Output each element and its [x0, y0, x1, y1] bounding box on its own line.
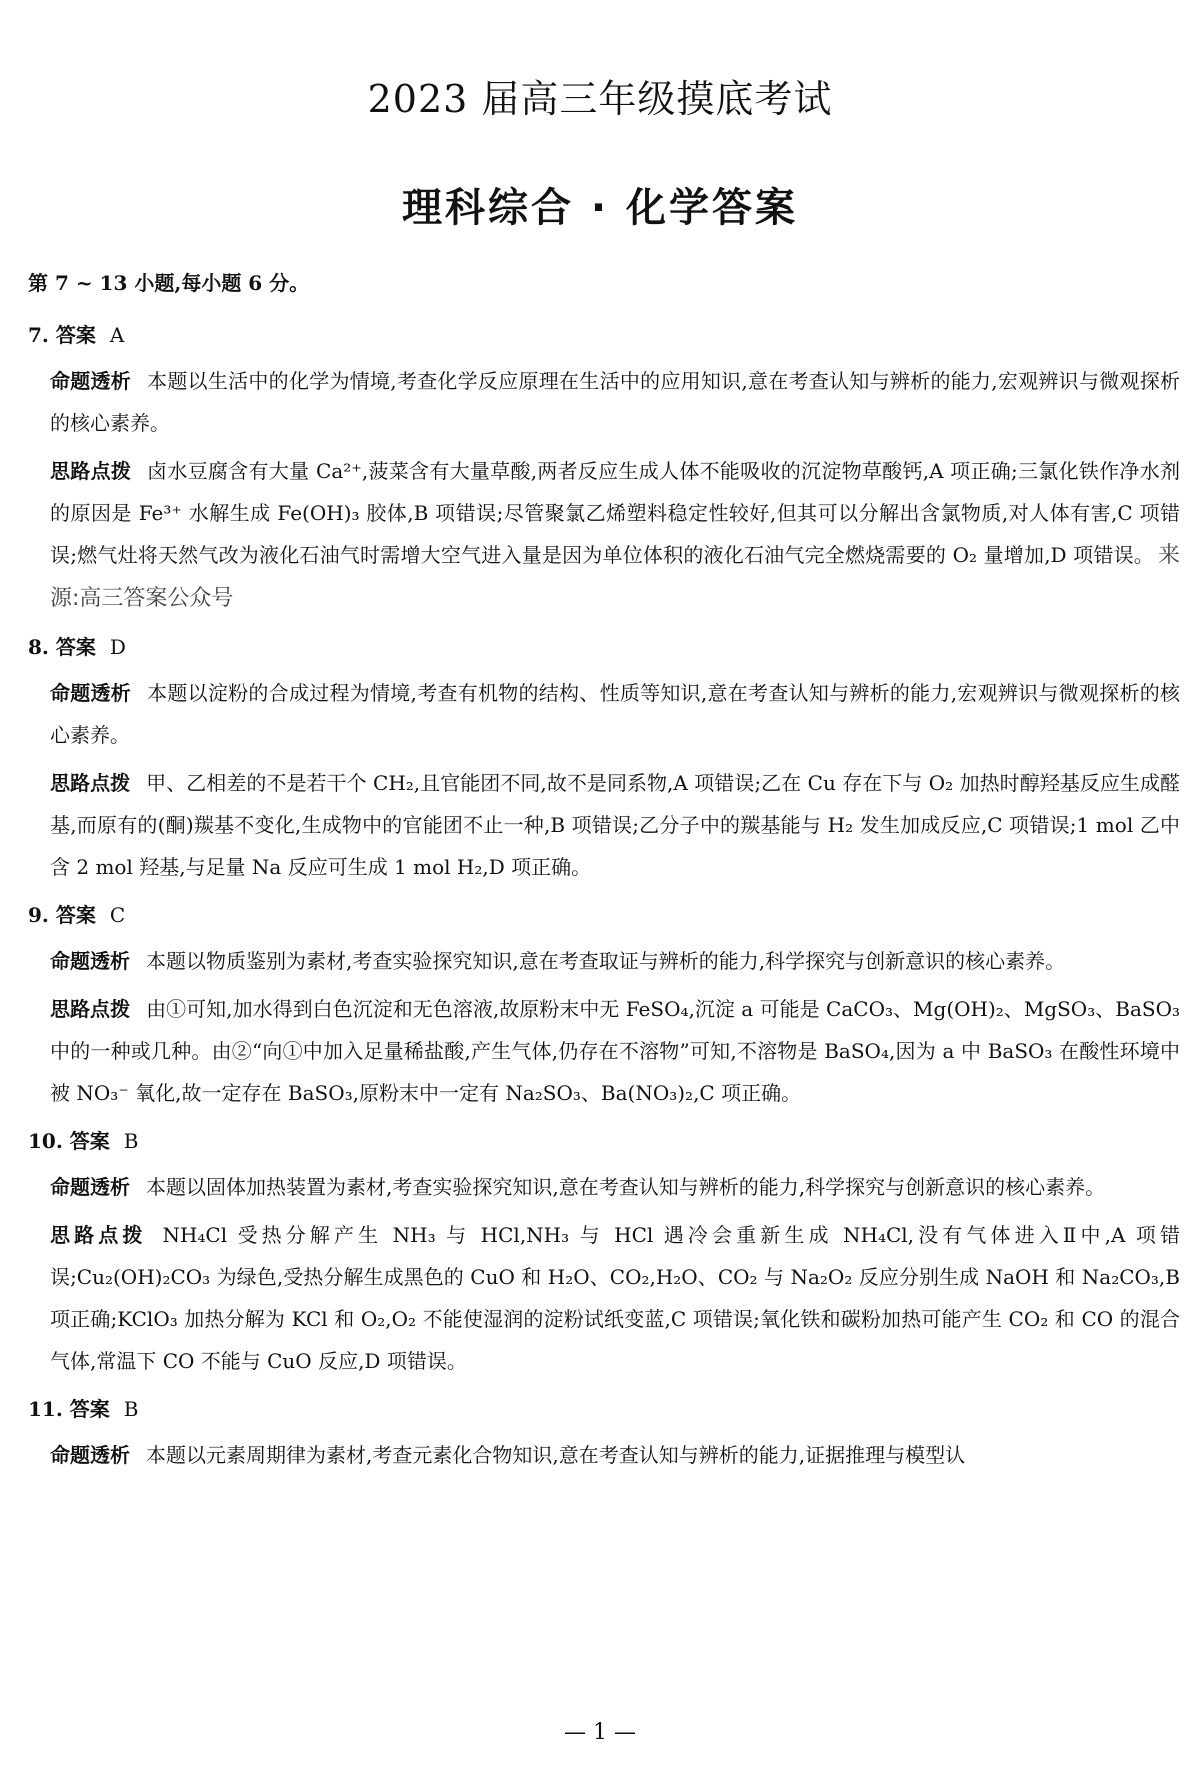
- question-11: [28, 1388, 1180, 1476]
- analysis-label: 命题透析: [50, 369, 132, 393]
- exam-title: 2023 届高三年级摸底考试: [367, 77, 833, 121]
- hint-paragraph: [50, 1214, 1180, 1382]
- hint-paragraph: [50, 450, 1180, 620]
- answer-letter: D: [109, 635, 126, 659]
- hint-label: 思路点拨: [50, 459, 132, 483]
- question-number: 7. 答案: [28, 323, 96, 347]
- analysis-label: 命题透析: [50, 949, 130, 973]
- question-header: [28, 1120, 1180, 1162]
- question-number: 11. 答案: [28, 1397, 110, 1421]
- question-number: 8. 答案: [28, 635, 96, 659]
- analysis-label: 命题透析: [50, 1175, 130, 1199]
- analysis-label: 命题透析: [50, 1443, 130, 1467]
- analysis-text: 本题以生活中的化学为情境,考查化学反应原理在生活中的应用知识,意在考查认知与辨析的能力,宏观辨识与微观探析的核心素养。: [50, 369, 1181, 435]
- question-number: 10. 答案: [28, 1129, 110, 1153]
- hint-label: 思路点拨: [50, 1223, 147, 1247]
- analysis-paragraph: [50, 940, 1180, 982]
- hint-paragraph: [50, 762, 1180, 888]
- answer-letter: B: [123, 1397, 139, 1421]
- answer-letter: C: [109, 903, 126, 927]
- analysis-paragraph: [50, 1434, 1180, 1476]
- hint-text: 由①可知,加水得到白色沉淀和无色溶液,故原粉末中无 FeSO₄,沉淀 a 可能是 CaCO₃、Mg(OH)₂、MgSO₃、BaSO₃ 中的一种或几种。由②“向①中加入足量稀盐酸,产生气体,仍存在不溶物”可知,不溶物是 BaSO₄,因为 a 中 BaSO₃ 在酸性环境中被 NO₃⁻ 氧化,故一定存在 BaSO₃,原粉末中一定有 Na₂SO₃、Ba(NO₃)₂,C 项正确。: [50, 997, 1180, 1105]
- analysis-paragraph: [50, 360, 1180, 444]
- question-header: [28, 626, 1180, 668]
- hint-label: 思路点拨: [50, 997, 131, 1021]
- analysis-paragraph: [50, 672, 1180, 756]
- question-header: [28, 894, 1180, 936]
- analysis-text: 本题以固体加热装置为素材,考查实验探究知识,意在考查认知与辨析的能力,科学探究与创新意识的核心素养。: [146, 1175, 1106, 1199]
- hint-text: 卤水豆腐含有大量 Ca²⁺,菠菜含有大量草酸,两者反应生成人体不能吸收的沉淀物草酸钙,A 项正确;三氯化铁作净水剂的原因是 Fe³⁺ 水解生成 Fe(OH)₃ 胶体,B 项错误;尽管聚氯乙烯塑料稳定性较好,但其可以分解出含氯物质,对人体有害,C 项错误;燃气灶将天然气改为液化石油气时需增大空气进入量是因为单位体积的液化石油气完全燃烧需要的 O₂ 量增加,D 项错误。: [50, 459, 1181, 567]
- page-number: — 1 —: [564, 1720, 636, 1745]
- hint-label: 思路点拨: [50, 771, 131, 795]
- answer-letter: A: [109, 323, 125, 347]
- analysis-text: 本题以淀粉的合成过程为情境,考查有机物的结构、性质等知识,意在考查认知与辨析的能力,宏观辨识与微观探析的核心素养。: [50, 681, 1181, 747]
- question-10: [28, 1120, 1180, 1382]
- answer-content: [28, 262, 1180, 1482]
- analysis-text: 本题以元素周期律为素材,考查元素化合物知识,意在考查认知与辨析的能力,证据推理与模型认: [146, 1443, 966, 1467]
- source-watermark: 来源:高三答案公众号: [50, 543, 1180, 611]
- question-9: [28, 894, 1180, 1114]
- question-header: [28, 1388, 1180, 1430]
- hint-paragraph: [50, 988, 1180, 1114]
- hint-text: NH₄Cl 受热分解产生 NH₃ 与 HCl,NH₃ 与 HCl 遇冷会重新生成 NH₄Cl,没有气体进入Ⅱ中,A 项错误;Cu₂(OH)₂CO₃ 为绿色,受热分解生成黑色的 CuO 和 H₂O、CO₂,H₂O、CO₂ 与 Na₂O₂ 反应分别生成 NaOH 和 Na₂CO₃,B 项正确;KClO₃ 加热分解为 KCl 和 O₂,O₂ 不能使湿润的淀粉试纸变蓝,C 项错误;氧化铁和碳粉加热可能产生 CO₂ 和 CO 的混合气体,常温下 CO 不能与 CuO 反应,D 项错误。: [50, 1223, 1180, 1373]
- analysis-text: 本题以物质鉴别为素材,考查实验探究知识,意在考查取证与辨析的能力,科学探究与创新意识的核心素养。: [146, 949, 1066, 973]
- question-7: [28, 314, 1180, 620]
- answer-letter: B: [123, 1129, 139, 1153]
- analysis-label: 命题透析: [50, 681, 132, 705]
- analysis-paragraph: [50, 1166, 1180, 1208]
- subject-title: 理科综合 · 化学答案: [401, 185, 799, 231]
- question-header: [28, 314, 1180, 356]
- hint-text: 甲、乙相差的不是若干个 CH₂,且官能团不同,故不是同系物,A 项错误;乙在 Cu 存在下与 O₂ 加热时醇羟基反应生成醛基,而原有的(酮)羰基不变化,生成物中的官能团不止一种,B 项错误;乙分子中的羰基能与 H₂ 发生加成反应,C 项错误;1 mol 乙中含 2 mol 羟基,与足量 Na 反应可生成 1 mol H₂,D 项正确。: [50, 771, 1181, 879]
- question-8: [28, 626, 1180, 888]
- question-number: 9. 答案: [28, 903, 96, 927]
- scoring-intro: 第 7 ~ 13 小题,每小题 6 分。: [28, 271, 310, 295]
